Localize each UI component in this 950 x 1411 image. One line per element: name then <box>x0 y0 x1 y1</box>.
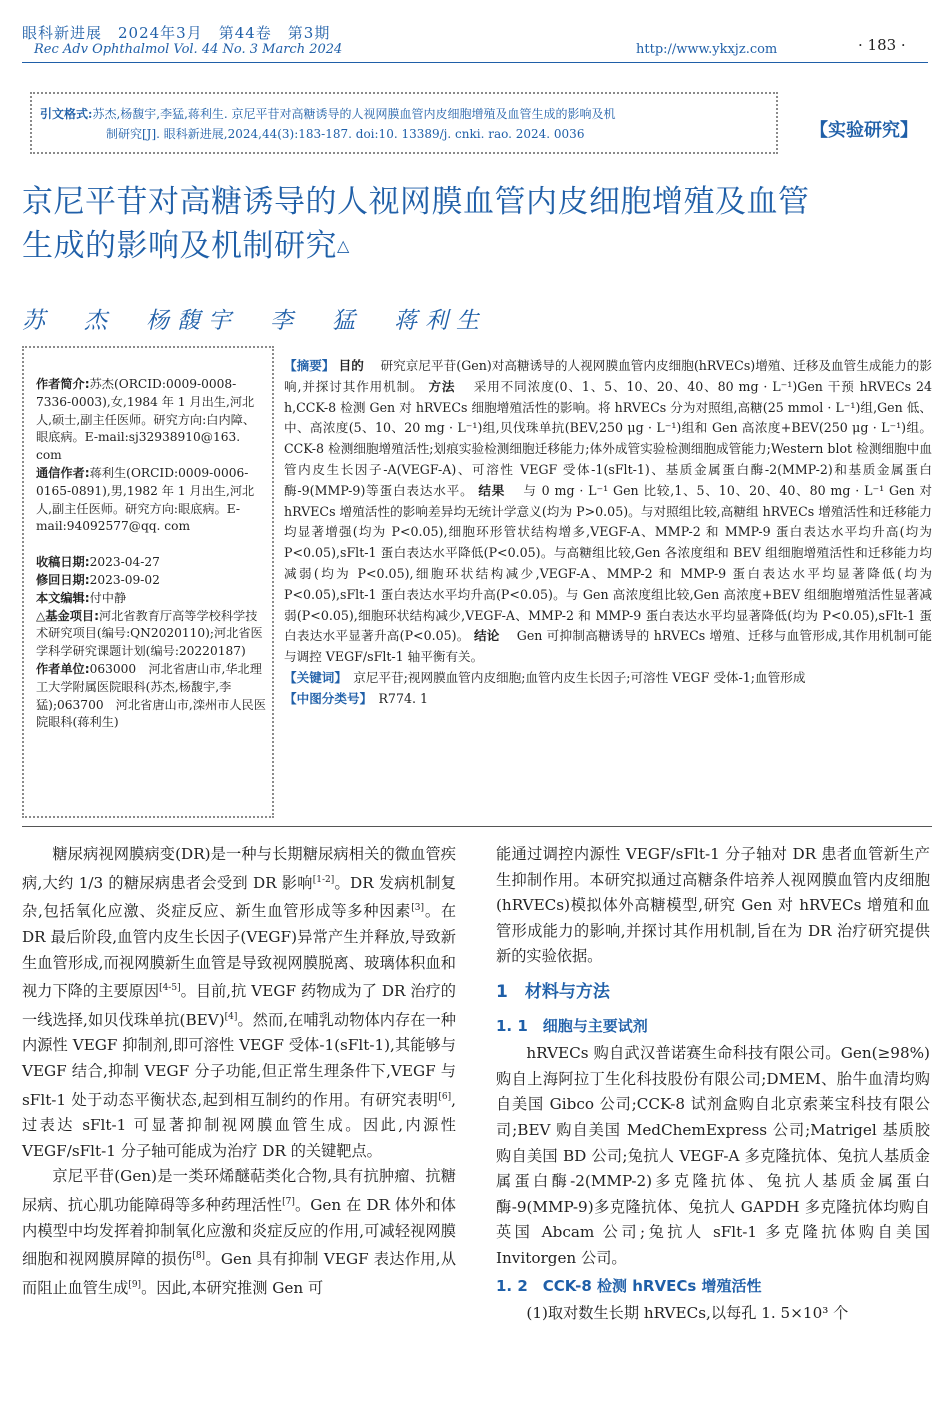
methods-paragraph-2: (1)取对数生长期 hRVECs,以每孔 1. 5×10³ 个 <box>526 1304 849 1323</box>
body-column-right <box>496 842 930 1327</box>
intro-paragraph-1: 糖尿病视网膜病变(DR)是一种与长期糖尿病相关的微血管疾病,大约 1/3 的糖尿病患者会受到 DR 影响[1-2]。DR 发病机制复杂,包括氧化应激、炎症反应、新生血管形成等多种因素[3]。在 DR 最后阶段,血管内皮生长因子(VEGF)异常产生并释放,导致新生血管形成,而视网膜新生血管是导致视网膜脱离、玻璃体积血和视力下降的主要原因[4-5]。目前,抗 VEGF 药物成为了 DR 治疗的一线选择,如贝伐珠单抗(BEV)[4]。然而,在哺乳动物体内存在一种内源性 VEGF 抑制剂,即可溶性 VEGF 受体-1(sFlt-1),其能够与 VEGF 结合,抑制 VEGF 分子功能,但正常生理条件下,VEGF 与 sFlt-1 处于动态平衡状态,起到相互制约的作用。有研究表明[6],过表达 sFlt-1 可显著抑制视网膜血管生成。因此,内源性 VEGF/sFlt-1 分子轴可能成为治疗 DR 的关键靶点。 <box>22 845 457 1160</box>
citation-label: 引文格式: <box>40 107 93 121</box>
results-label: 结果 <box>478 482 506 498</box>
citation-line2: 制研究[J]. 眼科新进展,2024,44(3):183-187. doi:10. 13389/j. cnki. rao. 2024. 0036 <box>106 127 585 141</box>
citation-ref[interactable]: [9] <box>128 1279 142 1290</box>
citation-ref[interactable]: [3] <box>411 903 425 914</box>
author-intro-label: 作者简介: <box>36 377 90 391</box>
title-line2: 生成的影响及机制研究 <box>22 228 337 264</box>
citation-ref[interactable]: [7] <box>282 1197 295 1208</box>
unit: 063000 河北省唐山市,华北理工大学附属医院眼科(苏杰,杨馥宇,李猛);063700 河北省唐山市,滦州市人民医院眼科(蒋利生) <box>36 661 266 730</box>
intro-paragraph-2-cont: 能通过调控内源性 VEGF/sFlt-1 分子轴对 DR 患者血管新生产生抑制作用。本研究拟通过高糖条件培养人视网膜血管内皮细胞(hRVECs)模拟体外高糖模型,研究 Gen 对 hRVECs 增殖和血管形成能力的影响,并探讨其作用机制,旨在为 DR 治疗研究提供新的实验依据。 <box>496 845 930 966</box>
citation-ref[interactable]: [4] <box>224 1011 238 1022</box>
keywords-label: 【关键词】 <box>284 669 341 685</box>
unit-label: 作者单位: <box>36 661 90 676</box>
citation-ref[interactable]: [1-2] <box>312 874 335 885</box>
citation-ref[interactable]: [8] <box>192 1251 206 1262</box>
clc-label: 【中图分类号】 <box>284 690 366 706</box>
keywords: 京尼平苷;视网膜血管内皮细胞;血管内皮生长因子;可溶性 VEGF 受体-1;血管形成 <box>353 669 806 685</box>
title-fund-mark: △ <box>337 236 350 255</box>
fund-label: △基金项目: <box>36 608 99 623</box>
revised-date: 2023-09-02 <box>89 572 160 587</box>
article-title <box>22 180 922 268</box>
corr-author: 蒋利生(ORCID:0009-0006-0165-0891),男,1982 年 1 月出生,河北人,副主任医师。研究方向:眼底病。E-mail:94092577@qq. com <box>36 465 255 534</box>
subsection-heading-cells: 1. 1 细胞与主要试剂 <box>496 1016 648 1035</box>
objective-text: 研究京尼平苷(Gen)对高糖诱导的人视网膜血管内皮细胞(hRVECs)增殖、迁移及血管生成能力的影响,并探讨其作用机制。 <box>284 358 933 394</box>
body-column-left <box>22 842 456 1302</box>
page-number: · 183 · <box>858 36 906 54</box>
results-text: 与 0 mg · L⁻¹ Gen 比较,1、5、10、20、40、80 mg · L⁻¹ Gen 对 hRVECs 增殖活性的影响差异均无统计学意义(均为 P>0.05)。与对照组比较,高糖组 hRVECs 增殖活性和迁移能力均显著增强(均为 P<0.05),细胞环形管状结构增多,VEGF-A、MMP-2 和 MMP-9 蛋白表达水平均升高(均为 P<0.05),sFlt-1 蛋白表达水平降低(P<0.05)。与高糖组比较,Gen 各浓度组和 BEV 组细胞增殖活性和迁移能力均减弱(均为 P<0.05),细胞环状结构减少,VEGF-A、MMP-2 和 MMP-9 蛋白表达水平均显著降低(均为 P<0.05),sFlt-1 蛋白表达水平均升高(P<0.05)。与 Gen 高浓度组比较,Gen 高浓度+BEV 组细胞增殖活性显著减弱(P<0.05),细胞环状结构减少,VEGF-A、MMP-2 和 MMP-9 蛋白表达水平均显著降低(均为 P<0.05),sFlt-1 蛋白表达水平显著升高(P<0.05)。 <box>284 482 933 644</box>
author-info-box <box>22 346 274 818</box>
journal-header-cn: 眼科新进展 2024年3月 第44卷 第3期 <box>22 24 331 42</box>
citation-ref[interactable]: [4-5] <box>159 983 181 994</box>
author-intro: 苏杰(ORCID:0009-0008-7336-0003),女,1984 年 1 月出生,河北人,硕士,副主任医师。研究方向:白内障、眼底病。E-mail:sj32938910@163. com <box>36 377 256 463</box>
citation-box <box>30 92 778 154</box>
objective-label: 目的 <box>338 358 364 373</box>
subsection-heading-cck8: 1. 2 CCK-8 检测 hRVECs 增殖活性 <box>496 1276 762 1295</box>
journal-url[interactable]: http://www.ykxjz.com <box>636 42 778 57</box>
title-line1: 京尼平苷对高糖诱导的人视网膜血管内皮细胞增殖及血管 <box>22 184 810 220</box>
fund: 河北省教育厅高等学校科学技术研究项目(编号:QN2020110);河北省医学科学研究课题计划(编号:20220187) <box>36 608 263 659</box>
abstract <box>284 356 932 710</box>
editor: 付中静 <box>89 590 127 605</box>
clc: R774. 1 <box>378 690 428 706</box>
conclusion-text: Gen 可抑制高糖诱导的 hRVECs 增殖、迁移与血管形成,其作用机制可能与调控 VEGF/sFlt-1 轴平衡有关。 <box>284 628 932 665</box>
methods-text: 采用不同浓度(0、1、5、10、20、40、80 mg · L⁻¹)Gen 干预 hRVECs 24 h,CCK-8 检测 Gen 对 hRVECs 细胞增殖活性的影响。将 hRVECs 分为对照组,高糖(25 mmol · L⁻¹)组,Gen 低、中、高浓度(5、10、20 mg · L⁻¹)组,贝伐珠单抗(BEV,250 μg · L⁻¹)组和 Gen 高浓度+BEV(250 μg · L⁻¹)组。CCK-8 检测细胞增殖活性;划痕实验检测细胞迁移能力;体外成管实验检测细胞成管能力;Western blot 检测细胞中血管内皮生长因子-A(VEGF-A)、可溶性 VEGF 受体-1(sFlt-1)、基质金属蛋白酶-2(MMP-2)和基质金属蛋白酶-9(MMP-9)等蛋白表达水平。 <box>284 378 933 498</box>
authors: 苏 杰 杨馥宇 李 猛 蒋利生 <box>22 308 487 334</box>
received-date: 2023-04-27 <box>89 555 160 570</box>
methods-label: 方法 <box>428 378 456 394</box>
methods-paragraph-1: hRVECs 购自武汉普诺赛生命科技有限公司。Gen(≥98%)购自上海阿拉丁生化科技股份有限公司;DMEM、胎牛血清均购自美国 Gibco 公司;CCK-8 试剂盒购自北京索莱宝科技有限公司;BEV 购自美国 MedChemExpress 公司;Matrigel 基质胶购自美国 BD 公司;兔抗人 VEGF-A 多克隆抗体、兔抗人基质金属蛋白酶-2(MMP-2)多克隆抗体、兔抗人基质金属蛋白酶-9(MMP-9)多克隆抗体、兔抗人 GAPDH 多克隆抗体均购自英国 Abcam 公司;兔抗人 sFlt-1 多克隆抗体购自美国 Invitorgen 公司。 <box>496 1044 930 1267</box>
corr-label: 通信作者: <box>36 465 90 480</box>
journal-header-en: Rec Adv Ophthalmol Vol. 44 No. 3 March 2024 <box>34 42 343 57</box>
abstract-label: 【摘要】 <box>284 358 335 373</box>
section-tag: 【实验研究】 <box>810 120 918 141</box>
editor-label: 本文编辑: <box>36 590 90 605</box>
intro-paragraph-2: 京尼平苷(Gen)是一类环烯醚萜类化合物,具有抗肿瘤、抗糖尿病、抗心肌功能障碍等多种药理活性[7]。Gen 在 DR 体外和体内模型中均发挥着抑制氧化应激和炎症反应的作用,可减轻视网膜细胞和视网膜屏障的损伤[8]。Gen 具有抑制 VEGF 表达作用,从而阻止血管生成[9]。因此,本研究推测 Gen 可 <box>22 1167 457 1297</box>
citation-line1: 苏杰,杨馥宇,李猛,蒋利生. 京尼平苷对高糖诱导的人视网膜血管内皮细胞增殖及血管生成的影响及机 <box>92 107 616 121</box>
header-rule <box>22 62 928 63</box>
abstract-divider <box>22 826 932 827</box>
section-heading-methods: 1 材料与方法 <box>496 981 610 1002</box>
conclusion-label: 结论 <box>473 628 500 644</box>
citation-ref[interactable]: [6] <box>438 1091 452 1102</box>
revised-label: 修回日期: <box>36 572 90 587</box>
received-label: 收稿日期: <box>36 555 90 570</box>
